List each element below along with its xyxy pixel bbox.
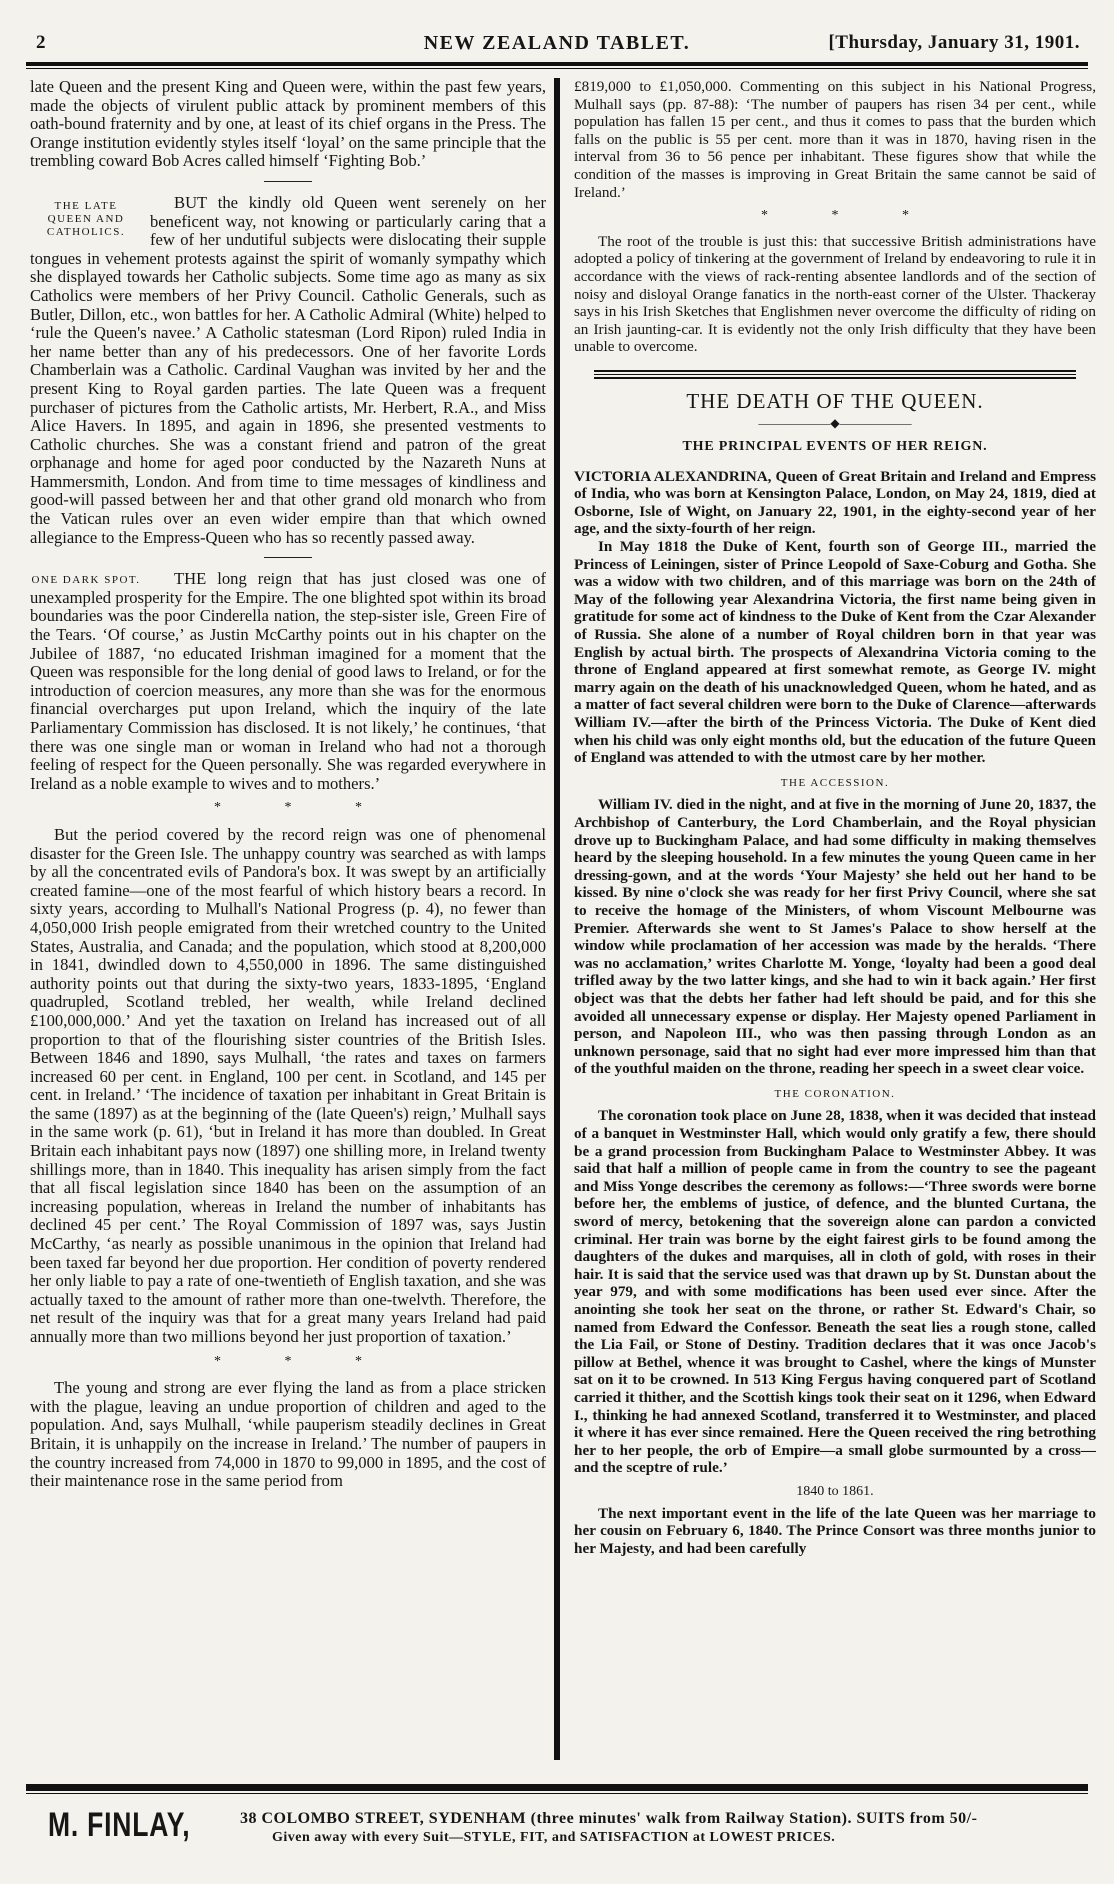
lead-paragraph: VICTORIA ALEXANDRINA, Queen of Great Britain and Ireland and Empress of India, who was born at Kensington Palace, London, on May 24, 1819, died at Osborne, Isle of Wight, on January 22, 1901, in the eighty-second year of her age, and the sixty-fourth of her reign. xyxy=(574,467,1096,538)
diamond-ornament-icon: ——————◆—————— xyxy=(758,415,912,430)
article-paragraph: THE long reign that has just closed was one of unexampled prosperity for the Empire. The one blighted spot within its broad boundaries was the poor Cinderella nation, the step-sister isle, Green Fire of the Tears. ‘Of course,’ as Justin McCarthy points out in his chapter on the Jubilee of 1887, ‘no educated Irishman imagined for a moment that the Queen was responsible for the long denial of good laws to Ireland, or for the introduction of coercion measures, any more than she was for the enormous financial overcharges put upon Ireland, which the inquiry of the late Parliamentary Commission has disclosed. It is not likely,’ he continues, ‘that there was one single man or woman in Ireland who had not a thorough feeling of respect for the Queen personally. She was regarded everywhere in Ireland as a noble example to wives and to mothers.’ xyxy=(30,569,546,793)
article-paragraph: The young and strong are ever flying the land as from a place stricken with the plague, leaving an undue proportion of children and aged to the population. And, says Mulhall, ‘while pauperism steadily declines in Great Britain, it is unhappily on the increase in Ireland.’ The number of paupers in the country increased from 74,000 in 1870 to 99,000 in 1895, and the cost of their maintenance rose in the same period from xyxy=(30,1378,546,1491)
header-rule-thin xyxy=(26,68,1088,69)
header-rule xyxy=(26,62,1088,66)
right-column xyxy=(574,78,1096,1760)
side-heading-dark-spot xyxy=(30,574,142,587)
article-paragraph xyxy=(574,1505,1096,1558)
bold-paragraph: The next important event in the life of the late Queen was her marriage to her cousin on February 6, 1840. The Prince Consort was three months junior to her Majesty, and had been carefully xyxy=(574,1504,1096,1557)
footer-rule xyxy=(26,1784,1088,1791)
article-title: THE DEATH OF THE QUEEN. xyxy=(686,388,984,413)
article-paragraph xyxy=(574,538,1096,767)
article-paragraph: The root of the trouble is just this: that successive British administrations have adopted a policy of tinkering at the government of Ireland by endeavoring to rule it in accordance with the views of rack-renting absentee landlords and of the section of noisy and disloyal Orange fanatics in the north-east corner of the Ulster. Thackeray says in his Irish Sketches that Englishmen never overcome the difficulty of riding on an Irish jaunting-car. It is evidently not the only Irish difficulty that they have been unable to overcome. xyxy=(574,232,1096,356)
page-number: 2 xyxy=(36,32,46,53)
section-heading-1840: 1840 to 1861. xyxy=(796,1483,874,1499)
divider xyxy=(264,557,312,558)
asterism: * * * xyxy=(214,800,392,816)
section-rule xyxy=(594,374,1076,375)
advertisement-footer xyxy=(26,1784,1088,1864)
article-paragraph: BUT the kindly old Queen went serenely on her beneficent way, not knowing or particularly caring that a few of her undutiful subjects were dislocating their supple tongues in vehement protests against the spirit of womanly sympathy which she displayed towards her Catholic subjects. Some time ago as many as six Catholics were members of her Privy Council. Catholic Generals, such as Butler, Dillon, etc., won battles for her. A Catholic Admiral (White) helped to ‘rule the Queen's navee.’ A Catholic statesman (Lord Ripon) ruled India in her name better than any of his predecessors. One of her favorite Lords Chamberlain was a Catholic. Cardinal Vaughan was invited by her and the present King to Royal garden parties. The late Queen was a frequent purchaser of pictures from the Catholic artists, Mr. Herbert, R.A., and Miss Alice Havers. In 1895, and again in 1896, she presented vestments to Catholic churches. She was a constant friend and patron of the great orphanage and home for aged poor conducted by the Nazareth Nuns at Hammersmith, London. And from time to time messages of kindliness and good-will passed between her and that other grand old monarch who from the Vatican rules over an even wider empire than that which owned allegiance to the Empress-Queen who has so recently passed away. xyxy=(30,192,546,547)
left-column xyxy=(30,78,546,1760)
side-heading-line: QUEEN AND xyxy=(47,212,125,225)
side-heading-line: CATHOLICS. xyxy=(46,225,126,238)
article-paragraph xyxy=(574,796,1096,1078)
advertisement xyxy=(26,1794,1088,1864)
divider xyxy=(264,181,312,182)
article-paragraph: £819,000 to £1,050,000. Commenting on this subject in his National Progress, Mulhall says (pp. 87-88): ‘The number of paupers has risen 34 per cent., while population has fallen 15 per cent., and thus it comes to pass that the burden which falls on the public is 55 per cent. more than it was in 1870, having risen in the interval from 36 to 56 pence per inhabitant. These figures show that while the condition of the masses is improving in Great Britain the same cannot be said of Ireland.’ xyxy=(574,78,1096,201)
article-paragraph xyxy=(574,468,1096,538)
issue-date: [Thursday, January 31, 1901. xyxy=(828,32,1080,53)
advertiser-name: M. FINLAY, xyxy=(48,1806,191,1844)
side-heading-late-queen xyxy=(30,200,142,239)
section-rule xyxy=(594,377,1076,379)
side-heading-line: THE LATE xyxy=(54,199,118,212)
advert-tagline: Given away with every Suit—STYLE, FIT, and SATISFACTION at LOWEST PRICES. xyxy=(272,1830,836,1845)
asterism: * * * xyxy=(761,208,939,224)
article-paragraph: late Queen and the present King and Queen were, within the past few years, made the objects of virulent public attack by prominent members of this oath-bound fraternity and by one, at least of its chief organs in the Press. The Orange institution evidently styles itself ‘loyal’ on the same principle that the trembling coward Bob Acres called himself ‘Fighting Bob.’ xyxy=(30,78,546,171)
section-heading-coronation: THE CORONATION. xyxy=(774,1087,896,1100)
asterism: * * * xyxy=(214,1353,392,1369)
bold-paragraph: In May 1818 the Duke of Kent, fourth son of George III., married the Princess of Leiningen, sister of Prince Leopold of Saxe-Coburg and Gotha. She was a widow with two children, and of this marriage was born on the 24th of May of the following year Alexandrina Victoria, the first name being given in gratitude for some act of kindness to the Duke of Kent from the Czar Alexander of Russia. She alone of a number of Royal children born in that year was English by actual birth. The prospects of Alexandrina Victoria coming to the throne of England appeared at first somewhat remote, as George IV. might marry again on the death of his unacknowledged Queen, whom he hated, and as a matter of fact several children were born to the Duke of Clarence—afterwards William IV.—after the birth of the Princess Victoria. The Duke of Kent died when his child was only eight months old, but the education of the future Queen of England was attended to with the utmost care by her mother. xyxy=(574,538,1096,767)
bold-paragraph: William IV. died in the night, and at five in the morning of June 20, 1837, the Archbishop of Canterbury, the Lord Chamberlain, and the Royal physician drove up to Buckingham Palace, and had some difficulty in making themselves heard by the sleeping household. In a few minutes the young Queen came in her dressing-gown, and at the words ‘Your Majesty’ she held out her hand to be kissed. By nine o'clock she was ready for her first Privy Council, where she sat to receive the homage of the Ministers, of whom Viscount Melbourne was Premier. Afterwards she went to St James's Palace to show herself at the window while proclamation of her accession was made by the heralds. ‘There was no acclamation,’ writes Charlotte M. Yonge, ‘loyalty had been a good deal trifled away by the two latter kings, and she had to win it back again.’ Her first object was that the debts her father had left should be paid, and for this she avoided all unnecessary expense or display. Her Majesty opened Parliament in person, and Napoleon III., who was then passing through London as an unknown personage, said that no sight had ever more impressed him than that of the youthful maiden on the throne, reading her speech in a sweet clear voice. xyxy=(574,796,1096,1078)
bold-paragraph: The coronation took place on June 28, 1838, when it was decided that instead of a banquet in Westminster Hall, which would only gratify a few, there should be a grand procession from Buckingham Palace to Westminster Abbey. It was said that half a million of people came in from the country to see the pageant and Miss Yonge describes the ceremony as follows:—‘Three swords were borne before her, the emblems of justice, of defence, and the blunted Curtana, the sword of mercy, betokening that the sovereign alone can pardon a convicted criminal. Her train was borne by the eight fairest girls to be found among the daughters of the dukes and marquises, all in cloth of gold, with roses in their hair. It is said that the service used was that drawn up by St. Dunstan about the year 979, and with some modifications has been used ever since. After the anointing she took her seat on the throne, or rather St. Edward's Chair, so named from Edward the Confessor. Beneath the seat lies a rough stone, called the Lia Fail, or Stone of Destiny. Tradition declares that it was once Jacob's pillow at Bethel, whence it was brought to Cashel, where the kings of Munster sat on it to be crowned. In 513 King Fergus having conquered part of Scotland carried it thither, and the Scottish kings took their seat on it 1296, when Edward I., thinking he had annexed Scotland, transferred it to Westminster, and placed it where it has ever since remained. Here the Queen received the ring betrothing her to her people, the orb of Empire—a small globe surmounted by a cross—and the sceptre of rule.’ xyxy=(574,1107,1096,1477)
columns xyxy=(26,78,1096,1760)
masthead: NEW ZEALAND TABLET. xyxy=(423,32,691,54)
article-subtitle: THE PRINCIPAL EVENTS OF HER REIGN. xyxy=(682,439,988,455)
page-header xyxy=(26,32,1088,54)
section-heading-accession: THE ACCESSION. xyxy=(780,776,890,789)
article-paragraph: But the period covered by the record reign was one of phenomenal disaster for the Green Isle. The unhappy country was searched as with lamps by all the concentrated evils of Pandora's box. It was swept by an artificially created famine—one of the most fearful of which history bears a record. In sixty years, according to Mulhall's National Progress (p. 4), no fewer than 4,050,000 Irish people emigrated from their wretched country to the United States, Australia, and Canada; and the population, which stood at 8,200,000 in 1841, dwindled down to 4,550,000 in 1896. The same distinguished authority points out that during the sixty-two years, 1833-1895, ‘England quadrupled, Scotland trebled, her wealth, while Ireland declined £100,000,000.’ And yet the taxation on Ireland has increased out of all proportion to that of the flourishing sister countries of the British Isles. Between 1846 and 1890, says Mulhall, ‘the rates and taxes on farmers increased 60 per cent. in England, 100 per cent. in Scotland, and 145 per cent. in Ireland.’ ‘The incidence of taxation per inhabitant in Great Britain is the same (1897) as at the beginning of the (late Queen's) reign,’ Mulhall says in the same work (p. 61), ‘but in Ireland it has more than doubled. In Great Britain each inhabitant pays now (1897) one shilling more, in Ireland twenty shillings more, than in 1840. This inequality has arisen simply from the fact that all fiscal legislation since 1840 has been on the assumption of an increasing population, whereas in Ireland the number of inhabitants has declined 45 per cent.’ The Royal Commission of 1897 was, says Justin McCarthy, ‘as nearly as possible unanimous in the opinion that Ireland had been taxed far beyond her due proportion. Her condition of poverty rendered her only liable to pay a rate of one-twentieth of English taxation, and she was actually taxed to the amount of rather more than one-twelvth. Therefore, the net result of the inquiry was that for a great many years Ireland had paid annually more than two millions beyond her just proportion of taxation.’ xyxy=(30,824,546,1346)
section-rule xyxy=(594,370,1076,372)
article-paragraph xyxy=(574,1107,1096,1476)
column-rule xyxy=(554,78,560,1760)
side-heading-line: ONE DARK SPOT. xyxy=(31,574,141,587)
advert-address: 38 COLOMBO STREET, SYDENHAM (three minutes' walk from Railway Station). SUITS from 50/- xyxy=(240,1810,978,1827)
